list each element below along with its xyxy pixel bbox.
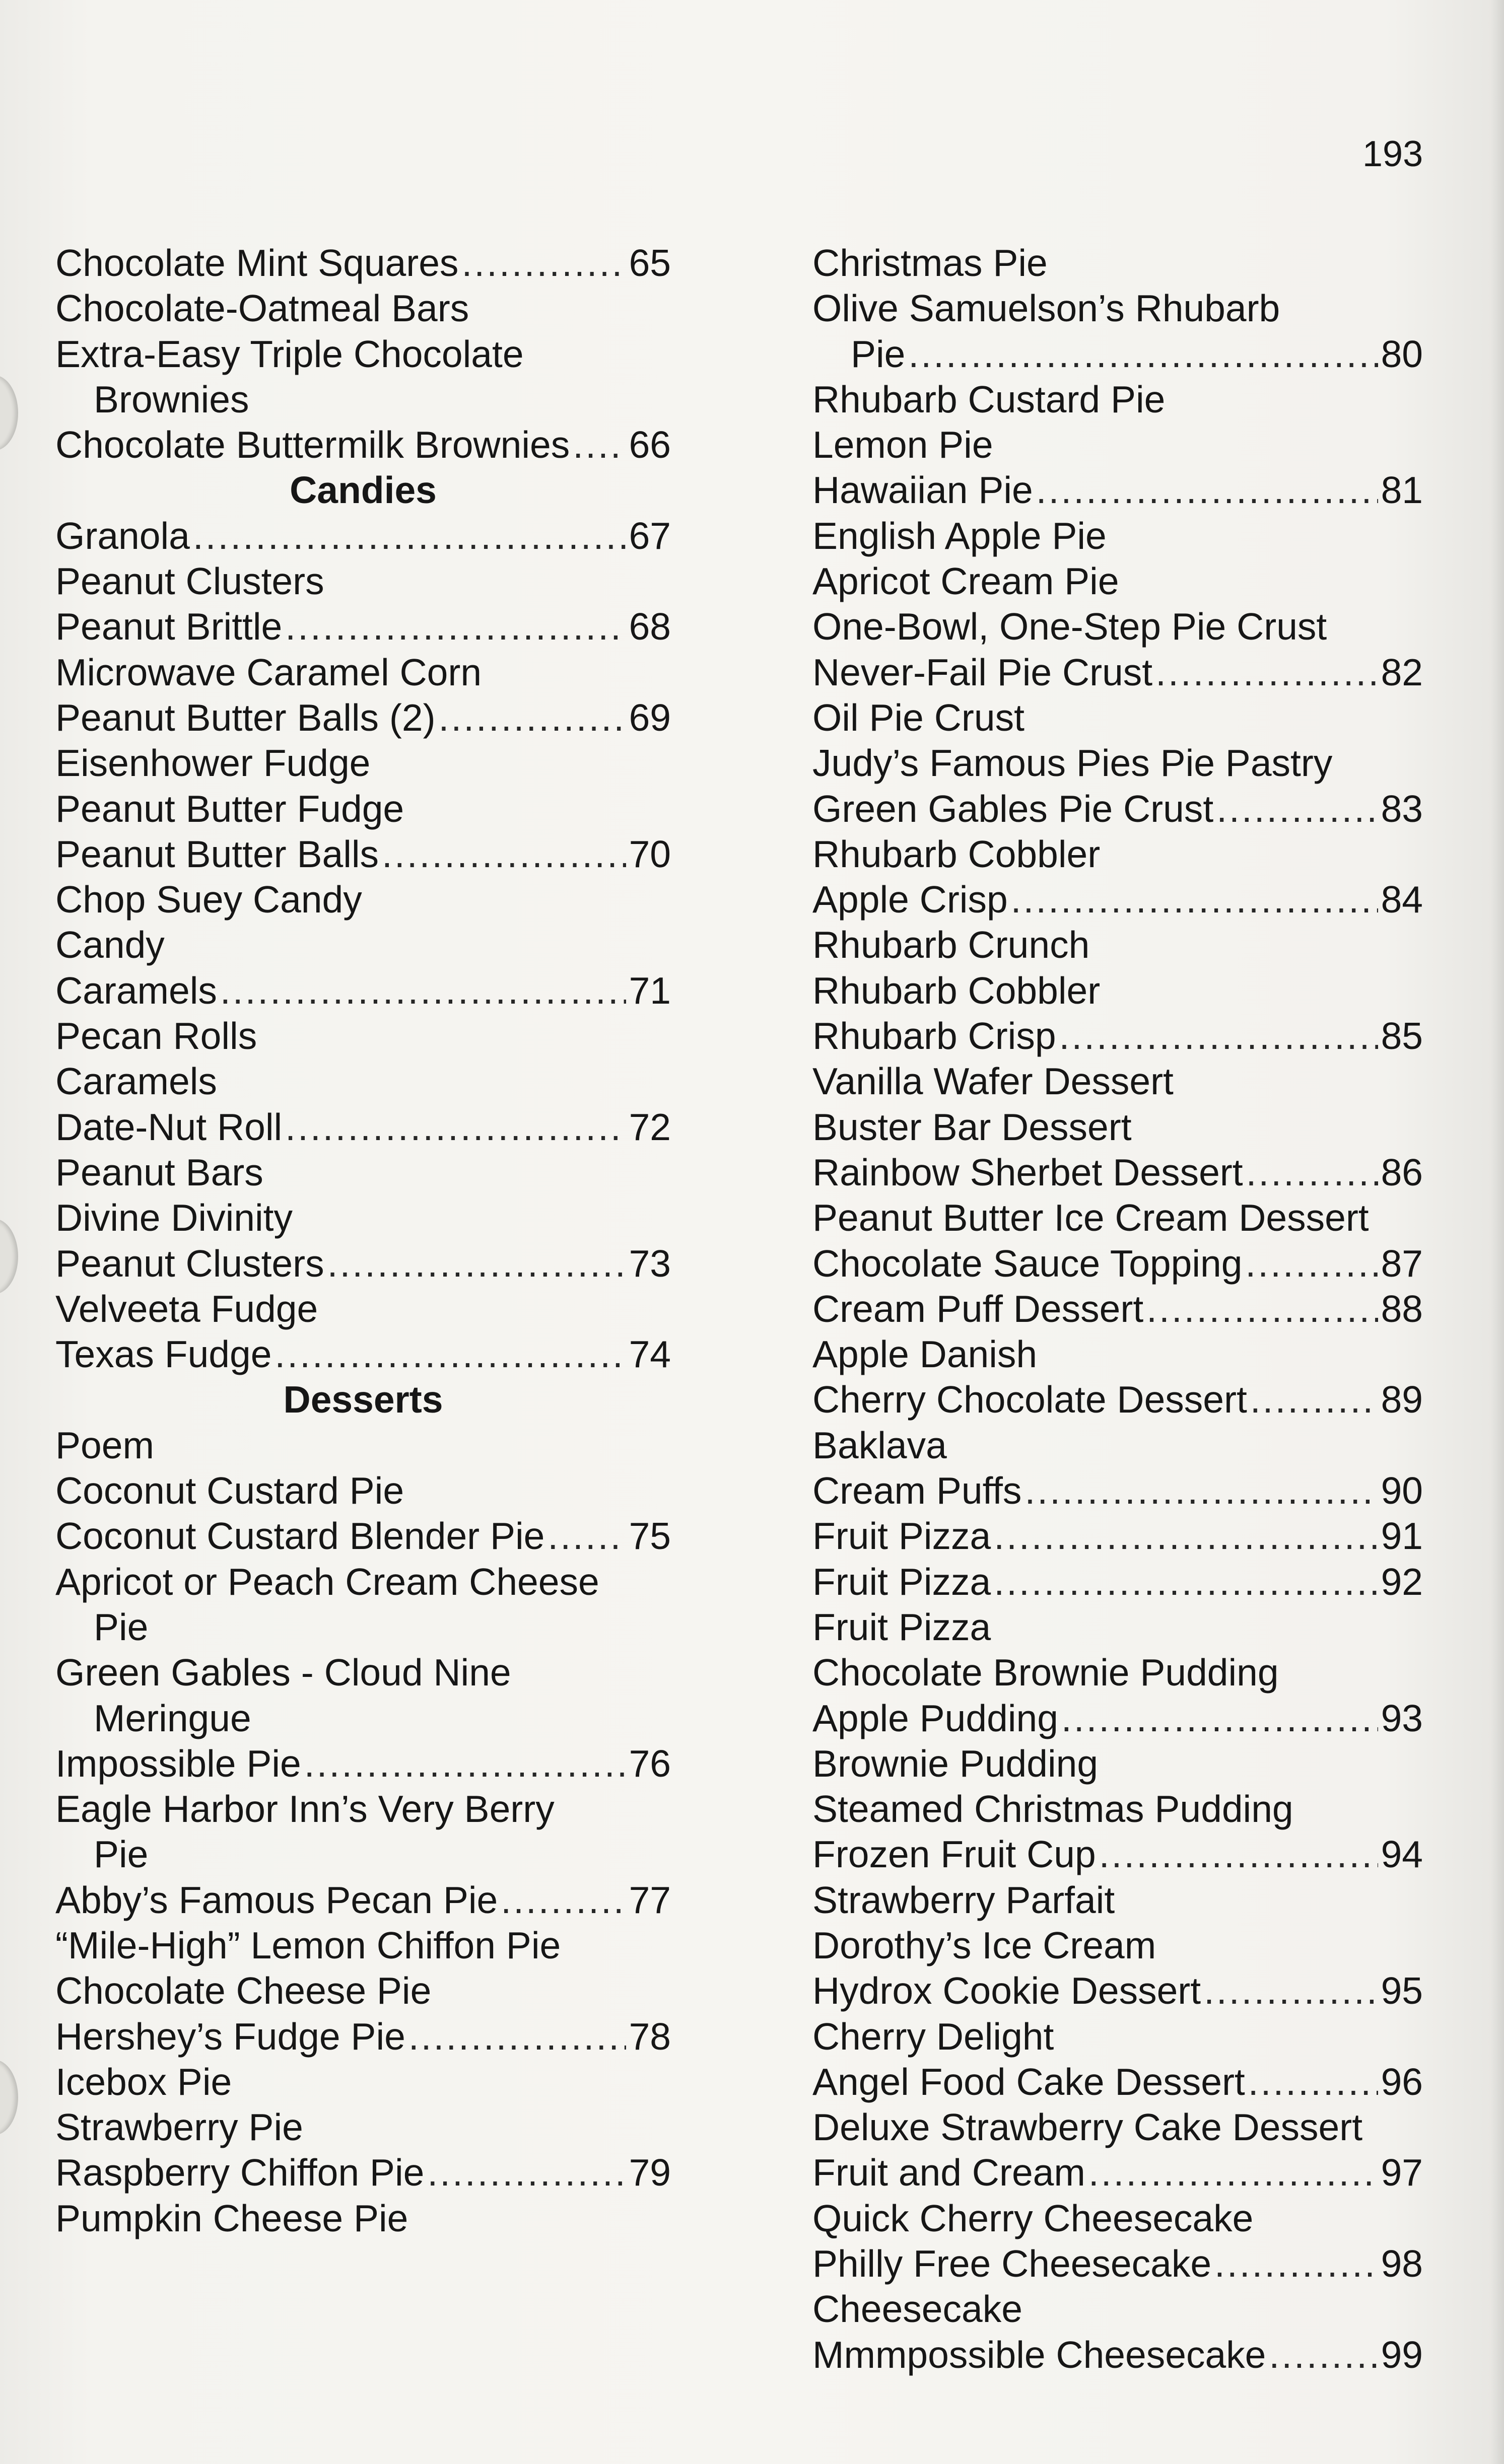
entry-title: Never-Fail Pie Crust	[812, 651, 1153, 693]
entry-title: Chocolate Sauce Topping	[812, 1242, 1243, 1285]
dot-leader	[994, 1513, 1378, 1559]
index-entry	[812, 422, 1423, 467]
index-entry	[55, 1286, 671, 1331]
entry-title: Rhubarb Cobbler	[812, 832, 1101, 875]
entry-title: Fruit and Cream	[812, 2151, 1085, 2194]
entry-title: Apple Danish	[812, 1333, 1038, 1376]
entry-title: Caramels	[55, 1060, 217, 1103]
index-entry	[55, 968, 671, 1013]
index-entry	[55, 1604, 671, 1650]
dot-leader	[304, 1741, 626, 1786]
index-column-right	[812, 240, 1423, 2377]
entry-title: Cherry Chocolate Dessert	[812, 1378, 1247, 1421]
index-entry	[812, 240, 1423, 286]
binder-hole	[0, 375, 18, 451]
index-entry	[812, 1331, 1423, 1377]
entry-page-number: 96	[1381, 2060, 1423, 2103]
entry-title: “Mile-High” Lemon Chiffon Pie	[55, 1924, 561, 1966]
entry-page-number: 73	[629, 1242, 671, 1285]
index-entry	[55, 2196, 671, 2241]
dot-leader	[439, 695, 626, 740]
index-entry	[812, 1377, 1423, 1422]
index-entry	[55, 922, 671, 967]
entry-title: Philly Free Cheesecake	[812, 2242, 1212, 2285]
entry-title: Green Gables - Cloud Nine	[55, 1651, 511, 1694]
index-entry	[812, 513, 1423, 558]
entry-title: Coconut Custard Pie	[55, 1469, 404, 1512]
index-entry	[812, 2286, 1423, 2332]
index-entry	[812, 1559, 1423, 1604]
entry-title: Brownie Pudding	[812, 1742, 1099, 1785]
entry-page-number: 72	[629, 1105, 671, 1148]
dot-leader	[327, 1241, 626, 1286]
index-entry	[812, 1513, 1423, 1559]
entry-title: Eisenhower Fudge	[55, 742, 371, 785]
entry-title: Mmmpossible Cheesecake	[812, 2333, 1266, 2376]
index-entry	[812, 604, 1423, 649]
entry-title: Fruit Pizza	[812, 1560, 991, 1603]
index-entry	[55, 1741, 671, 1786]
entry-title: One-Bowl, One-Step Pie Crust	[812, 605, 1327, 648]
index-entry	[55, 286, 671, 331]
entry-title: Chocolate Buttermilk Brownies	[55, 424, 570, 466]
entry-title: Microwave Caramel Corn	[55, 651, 482, 693]
dot-leader	[1204, 1968, 1378, 2013]
index-entry	[812, 1650, 1423, 1695]
entry-page-number: 84	[1381, 878, 1423, 921]
index-column-left	[55, 240, 671, 2241]
index-entry	[812, 831, 1423, 877]
entry-page-number: 83	[1381, 787, 1423, 830]
index-entry	[812, 786, 1423, 831]
entry-title: Peanut Clusters	[55, 560, 324, 603]
entry-title: Divine Divinity	[55, 1196, 293, 1239]
entry-title: Brownies	[94, 378, 249, 420]
entry-title: Strawberry Parfait	[812, 1878, 1115, 1921]
index-entry	[55, 377, 671, 422]
dot-leader	[1155, 650, 1378, 695]
dot-leader	[548, 1513, 626, 1559]
index-entry	[812, 740, 1423, 786]
index-entry	[812, 1604, 1423, 1650]
index-entry	[812, 377, 1423, 422]
entry-title: Peanut Bars	[55, 1151, 263, 1193]
entry-title: Green Gables Pie Crust	[812, 787, 1214, 830]
index-entry	[812, 331, 1423, 377]
entry-page-number: 81	[1381, 469, 1423, 512]
entry-title: Deluxe Strawberry Cake Dessert	[812, 2106, 1363, 2149]
entry-page-number: 74	[629, 1333, 671, 1376]
entry-title: Apple Pudding	[812, 1697, 1058, 1739]
index-entry	[55, 2104, 671, 2150]
index-entry	[55, 1104, 671, 1150]
dot-leader	[285, 1104, 626, 1150]
index-entry	[55, 786, 671, 831]
dot-leader	[275, 1331, 626, 1377]
dot-leader	[1250, 1377, 1378, 1422]
entry-title: Cherry Delight	[812, 2015, 1054, 2058]
index-entry	[812, 1104, 1423, 1150]
entry-title: Chocolate Brownie Pudding	[812, 1651, 1279, 1694]
index-entry	[812, 2196, 1423, 2241]
index-entry	[55, 1013, 671, 1059]
entry-title: Fruit Pizza	[812, 1605, 991, 1648]
dot-leader	[1246, 1150, 1378, 1195]
entry-page-number: 86	[1381, 1151, 1423, 1193]
index-entry	[812, 1013, 1423, 1059]
entry-page-number: 87	[1381, 1242, 1423, 1285]
index-entry	[812, 650, 1423, 695]
index-entry	[55, 2059, 671, 2104]
entry-title: Chocolate Mint Squares	[55, 242, 459, 284]
entry-title: Raspberry Chiffon Pie	[55, 2151, 425, 2194]
section-heading: Candies	[290, 469, 437, 512]
index-entry	[55, 2150, 671, 2195]
entry-page-number: 85	[1381, 1015, 1423, 1058]
entry-title: Lemon Pie	[812, 424, 993, 466]
index-entry	[812, 2059, 1423, 2104]
entry-title: Coconut Custard Blender Pie	[55, 1515, 545, 1558]
entry-title: Cream Puff Dessert	[812, 1287, 1144, 1330]
dot-leader	[1245, 1241, 1378, 1286]
entry-title: Rhubarb Crunch	[812, 924, 1090, 966]
index-entry	[812, 2104, 1423, 2150]
entry-title: Buster Bar Dessert	[812, 1105, 1132, 1148]
entry-title: Fruit Pizza	[812, 1515, 991, 1558]
dot-leader	[1061, 1696, 1378, 1741]
index-entry	[55, 604, 671, 649]
entry-page-number: 67	[629, 514, 671, 557]
index-entry	[812, 1195, 1423, 1240]
entry-title: Pie	[851, 332, 906, 375]
page-number: 193	[1362, 134, 1423, 174]
index-entry	[812, 1241, 1423, 1286]
dot-leader	[1214, 2241, 1378, 2286]
entry-title: Extra-Easy Triple Chocolate	[55, 332, 524, 375]
entry-title: Pumpkin Cheese Pie	[55, 2197, 408, 2239]
entry-title: Peanut Butter Balls	[55, 832, 379, 875]
index-entry	[55, 1423, 671, 1468]
index-entry	[55, 1968, 671, 2013]
index-entry	[812, 1741, 1423, 1786]
entry-title: Rhubarb Cobbler	[812, 969, 1101, 1012]
entry-title: Meringue	[94, 1697, 251, 1739]
entry-title: Icebox Pie	[55, 2060, 232, 2103]
dot-leader	[1216, 786, 1378, 831]
entry-page-number: 65	[629, 242, 671, 284]
entry-page-number: 88	[1381, 1287, 1423, 1330]
index-entry	[812, 1286, 1423, 1331]
entry-page-number: 92	[1381, 1560, 1423, 1603]
binder-hole	[0, 2060, 18, 2135]
dot-leader	[1036, 467, 1378, 513]
entry-title: Pie	[94, 1605, 149, 1648]
index-entry	[55, 2014, 671, 2059]
entry-title: Candy	[55, 924, 165, 966]
entry-title: Rhubarb Crisp	[812, 1015, 1056, 1058]
entry-title: Apricot Cream Pie	[812, 560, 1119, 603]
index-entry	[55, 831, 671, 877]
entry-title: Hydrox Cookie Dessert	[812, 1969, 1201, 2012]
index-entry	[55, 331, 671, 377]
dot-leader	[994, 1559, 1378, 1604]
entry-title: Dorothy’s Ice Cream	[812, 1924, 1156, 1966]
index-entry	[55, 240, 671, 286]
entry-title: Steamed Christmas Pudding	[812, 1788, 1293, 1831]
entry-title: Caramels	[55, 969, 217, 1012]
entry-page-number: 90	[1381, 1469, 1423, 1512]
entry-title: Rainbow Sherbet Dessert	[812, 1151, 1243, 1193]
index-entry	[812, 1923, 1423, 1968]
entry-title: Pie	[94, 1833, 149, 1876]
index-entry	[55, 695, 671, 740]
dot-leader	[382, 831, 626, 877]
index-entry	[55, 1559, 671, 1604]
dot-leader	[408, 2014, 626, 2059]
entry-title: Frozen Fruit Cup	[812, 1833, 1096, 1876]
entry-title: Peanut Butter Fudge	[55, 787, 404, 830]
index-entry	[55, 1331, 671, 1377]
dot-leader	[501, 1877, 626, 1923]
index-entry	[55, 740, 671, 786]
section-heading: Desserts	[283, 1378, 443, 1421]
dot-leader	[1269, 2332, 1378, 2377]
index-entry	[812, 2332, 1423, 2377]
index-entry	[55, 1468, 671, 1513]
entry-page-number: 91	[1381, 1515, 1423, 1558]
dot-leader	[1024, 1468, 1378, 1513]
index-entry	[55, 558, 671, 604]
index-entry	[812, 1877, 1423, 1923]
entry-title: Christmas Pie	[812, 242, 1048, 284]
index-entry	[55, 513, 671, 558]
index-entry	[812, 1696, 1423, 1741]
entry-title: Pecan Rolls	[55, 1015, 257, 1058]
index-entry	[812, 1468, 1423, 1513]
entry-title: Chocolate-Oatmeal Bars	[55, 287, 469, 330]
entry-page-number: 93	[1381, 1697, 1423, 1739]
entry-title: Hershey’s Fudge Pie	[55, 2015, 405, 2058]
entry-page-number: 78	[629, 2015, 671, 2058]
entry-title: Vanilla Wafer Dessert	[812, 1060, 1174, 1103]
entry-title: Peanut Butter Balls (2)	[55, 696, 436, 739]
entry-title: Olive Samuelson’s Rhubarb	[812, 287, 1280, 330]
entry-title: Strawberry Pie	[55, 2106, 303, 2149]
dot-leader	[1146, 1286, 1378, 1331]
entry-title: Apple Crisp	[812, 878, 1008, 921]
entry-page-number: 71	[629, 969, 671, 1012]
entry-title: Rhubarb Custard Pie	[812, 378, 1166, 420]
entry-title: Eagle Harbor Inn’s Very Berry	[55, 1788, 555, 1831]
entry-title: Granola	[55, 514, 190, 557]
index-entry	[812, 922, 1423, 967]
entry-page-number: 76	[629, 1742, 671, 1785]
entry-title: Judy’s Famous Pies Pie Pastry	[812, 742, 1333, 785]
entry-page-number: 75	[629, 1515, 671, 1558]
index-entry	[812, 558, 1423, 604]
entry-title: Oil Pie Crust	[812, 696, 1024, 739]
entry-title: Baklava	[812, 1424, 947, 1466]
index-entry	[812, 1786, 1423, 1832]
entry-title: Cheesecake	[812, 2288, 1022, 2331]
entry-title: Quick Cherry Cheesecake	[812, 2197, 1254, 2239]
index-entry	[55, 1059, 671, 1104]
dot-leader	[1011, 877, 1378, 922]
index-entry	[55, 1696, 671, 1741]
index-entry	[55, 1513, 671, 1559]
entry-page-number: 95	[1381, 1969, 1423, 2012]
entry-title: Apricot or Peach Cream Cheese	[55, 1560, 599, 1603]
entry-page-number: 98	[1381, 2242, 1423, 2285]
entry-page-number: 79	[629, 2151, 671, 2194]
index-entry	[812, 1968, 1423, 2013]
entry-page-number: 89	[1381, 1378, 1423, 1421]
index-entry	[55, 1195, 671, 1240]
entry-title: Poem	[55, 1424, 154, 1466]
dot-leader	[1248, 2059, 1378, 2104]
entry-title: Peanut Butter Ice Cream Dessert	[812, 1196, 1369, 1239]
dot-leader	[220, 968, 626, 1013]
dot-leader	[193, 513, 626, 558]
index-entry	[55, 1650, 671, 1695]
entry-page-number: 68	[629, 605, 671, 648]
index-entry	[55, 650, 671, 695]
index-entry	[812, 877, 1423, 922]
dot-leader	[1099, 1832, 1378, 1877]
entry-title: Angel Food Cake Dessert	[812, 2060, 1245, 2103]
entry-page-number: 97	[1381, 2151, 1423, 2194]
index-entry	[55, 422, 671, 467]
index-entry	[812, 1150, 1423, 1195]
index-entry	[55, 877, 671, 922]
entry-page-number: 80	[1381, 332, 1423, 375]
index-entry	[812, 1832, 1423, 1877]
entry-title: Velveeta Fudge	[55, 1287, 318, 1330]
dot-leader	[573, 422, 626, 467]
entry-title: Texas Fudge	[55, 1333, 272, 1376]
entry-title: English Apple Pie	[812, 514, 1107, 557]
entry-page-number: 77	[629, 1878, 671, 1921]
dot-leader	[427, 2150, 626, 2195]
index-entry	[812, 1423, 1423, 1468]
dot-leader	[1059, 1013, 1378, 1059]
index-entry	[812, 1059, 1423, 1104]
entry-title: Impossible Pie	[55, 1742, 301, 1785]
page-edge-shadow	[1491, 0, 1504, 2464]
index-entry	[812, 695, 1423, 740]
entry-page-number: 70	[629, 832, 671, 875]
index-entry	[55, 1241, 671, 1286]
index-entry	[812, 2241, 1423, 2286]
index-entry	[812, 968, 1423, 1013]
entry-title: Chop Suey Candy	[55, 878, 362, 921]
entry-title: Abby’s Famous Pecan Pie	[55, 1878, 498, 1921]
entry-title: Date-Nut Roll	[55, 1105, 283, 1148]
entry-title: Hawaiian Pie	[812, 469, 1033, 512]
index-entry	[55, 1150, 671, 1195]
dot-leader	[1088, 2150, 1378, 2195]
dot-leader	[908, 331, 1378, 377]
binder-hole	[0, 1219, 18, 1294]
entry-title: Peanut Clusters	[55, 1242, 324, 1285]
entry-page-number: 82	[1381, 651, 1423, 693]
entry-title: Chocolate Cheese Pie	[55, 1969, 432, 2012]
entry-title: Peanut Brittle	[55, 605, 283, 648]
index-entry	[812, 2150, 1423, 2195]
dot-leader	[461, 240, 626, 286]
index-entry	[55, 1877, 671, 1923]
index-entry	[812, 467, 1423, 513]
index-entry	[55, 1923, 671, 1968]
index-entry	[812, 2014, 1423, 2059]
index-entry	[55, 1786, 671, 1832]
dot-leader	[285, 604, 626, 649]
index-entry	[55, 1832, 671, 1877]
entry-title: Cream Puffs	[812, 1469, 1022, 1512]
entry-page-number: 69	[629, 696, 671, 739]
entry-page-number: 94	[1381, 1833, 1423, 1876]
index-entry	[812, 286, 1423, 331]
entry-page-number: 66	[629, 424, 671, 466]
entry-page-number: 99	[1381, 2333, 1423, 2376]
